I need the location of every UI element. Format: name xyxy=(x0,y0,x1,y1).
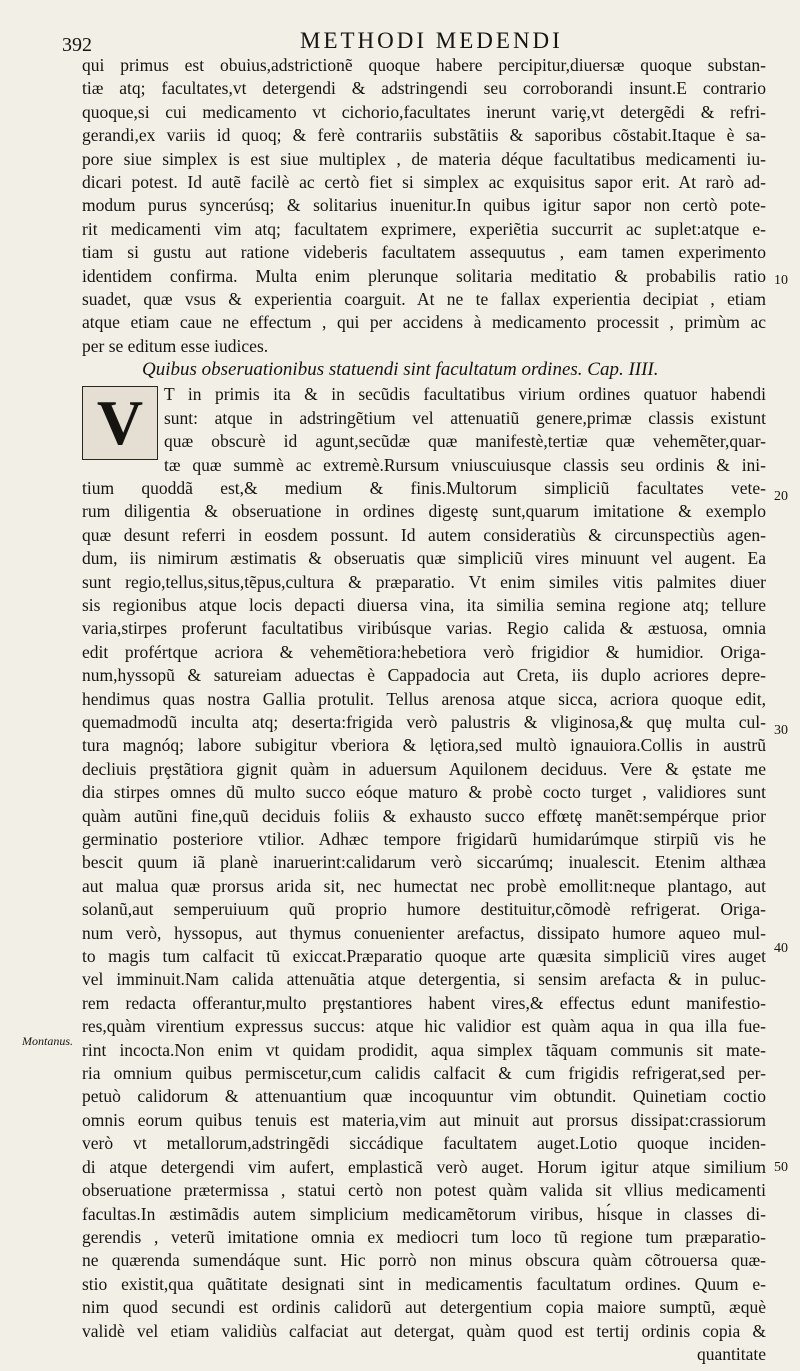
text-line: facultas.In æstimãdis autem simplicium medicamẽtorum viribus, hı́sque in classes di- xyxy=(82,1203,766,1224)
text-line: quàm autũni fine,quũ deciduis foliis & exhausto succo effœtȩ manẽt:sempérque prior xyxy=(82,805,766,826)
text-line: decliuis prȩstãtiora gignit quàm in aduersum Aquilonem deciduus. Vere & ȩstate me xyxy=(82,758,766,779)
text-line: per se editum esse iudices. xyxy=(82,335,269,356)
line-number-10: 10 xyxy=(774,273,788,288)
text-line: omnis eorum quibus tenuis est materia,vim aut minuit aut prorsus dissipat:crassiorum xyxy=(82,1109,766,1130)
text-line: obseruatione prætermissa , statui certò non potest quàm valida sit vllius medicamenti xyxy=(82,1180,766,1201)
text-line: solanũ,aut semperuiuum quũ proprio humore destituitur,cõmodè refrigerat. Origa- xyxy=(82,899,766,920)
running-head: METHODI MEDENDI xyxy=(300,28,563,53)
text-line: edit profértque acriora & vehemẽtiora:hebetiora verò frigidior & humidior. Origa- xyxy=(82,641,766,662)
text-line: tæ quæ summè ac extremè.Rursum vniuscuiusque classis seu ordinis & ini- xyxy=(164,454,766,475)
text-line: rem redacta offerantur,multo prȩstantiores habent vires,& effectus edunt manifestio- xyxy=(82,992,766,1013)
chapter-heading: Quibus obseruationibus statuendi sint facultatum ordines. Cap. IIII. xyxy=(142,359,659,381)
text-line: pore siue simplex is est siue multiplex , de materia déque facultatibus medicamenti iu- xyxy=(82,148,766,169)
text-line: sis regionibus atque locis depacti diuersa vina, ita similia semina regione atq; tellure xyxy=(82,594,766,615)
text-line: ria omnium quibus permiscetur,cum calidis calfacit & cum frigidis refrigerat,sed per- xyxy=(82,1063,766,1084)
text-line: quoque,si cui medicamento vt cichorio,facultates inerunt variȩ,vt detergẽdi & refri- xyxy=(82,101,766,122)
text-block xyxy=(82,54,766,1366)
text-line: germinatio posteriore vtilior. Adhæc tempore frigidarũ humidarúmque stirpiũ vis he xyxy=(82,829,766,849)
page-number: 392 xyxy=(62,34,92,56)
text-line: T in primis ita & in secũdis facultatibus virium ordines quatuor habendi xyxy=(164,384,766,405)
line-number-40: 40 xyxy=(774,941,788,956)
text-line: rint incocta.Non enim vt quidam prodidit, aqua simplex tãquam communis sit mate- xyxy=(82,1039,766,1060)
line-number-20: 20 xyxy=(774,489,788,504)
text-line: tium quoddã est,& medium & finis.Multorum simpliciũ facultates vete- xyxy=(82,477,766,498)
text-line: res,quàm virentium expressus succus: atque hic validior est quàm aqua in qua illa fue- xyxy=(82,1016,766,1037)
text-line: quemadmodũ inculta atq; deserta:frigida verò palustris & vliginosa,& quȩ multa cul- xyxy=(82,711,766,732)
text-line: modum purus syncerúsq; & solitarius inuenitur.In quibus igitur sapor non certò pote- xyxy=(82,195,766,216)
catchword: quantitate xyxy=(696,1343,766,1364)
text-line: bescit quum iã planè inaruerint:calidarum verò siccarúmq; inualescit. Etenim althæa xyxy=(82,852,766,873)
text-line: petuò calidorum & attenuantium quæ incoquuntur vim obtundit. Quinetiam coctio xyxy=(82,1086,766,1107)
text-line: ne quærenda sumendáque sunt. Hic porrò non minus obscura quàm cõtrouersa quæ- xyxy=(82,1250,766,1271)
paragraph-1 xyxy=(82,54,766,358)
text-line: nim quod secundi est ordinis calidorũ aut detergentium copia maiore sumptũ, æquè xyxy=(82,1297,766,1318)
text-line: rit medicamenti vim atq; facultatem exprimere, experiẽtia succurrit ac suplet:atque e- xyxy=(82,218,766,239)
text-line: gerendis , veterũ imitatione omnia ex mediocri tum loco tũ regione tum præparatio- xyxy=(82,1226,766,1247)
text-line: sunt: atque in adstringẽtium vel attenuatiũ genere,primæ classis existunt xyxy=(164,407,766,428)
line-number-30: 30 xyxy=(774,723,788,738)
text-line: validè vel etiam validiùs calfaciat aut detergat, quàm quod est tertij ordinis copia & xyxy=(82,1320,766,1341)
text-line: tiæ atq; facultates,vt detergendi & adstringendi seu corroborandi insunt.E contrario xyxy=(82,78,766,99)
drop-cap xyxy=(82,386,158,460)
text-line: qui primus est obuius,adstrictionẽ quoque habere percipitur,diuersæ quoque substan- xyxy=(82,55,766,75)
text-line: stio existit,qua quãtitate designati sint in medicamentis facultatum ordines. Quum e- xyxy=(82,1273,766,1294)
text-line: num verò, hyssopus, aut thymus conuenienter arefactus, dissipato humore aqueo mul- xyxy=(82,922,766,943)
text-line: varia,stirpes proferunt facultatibus viribúsque varias. Regio calida & æstuosa, omnia xyxy=(82,618,766,639)
text-line: num,hyssopũ & satureiam aduectas è Cappadocia aut Creta, iis duplo acriores depre- xyxy=(82,665,766,686)
line-number-50: 50 xyxy=(774,1160,788,1175)
paragraph-2-indented xyxy=(82,383,766,477)
text-line: atque etiam caue ne effectum , qui per accidens à medicamento processit , primùm ac xyxy=(82,312,766,333)
text-line: identidem confirma. Multa enim plerunque solitaria meditatio & probabilis ratio xyxy=(82,265,766,286)
text-line: quæ obscurè id agunt,secũdæ quæ manifestè,tertiæ quæ vehemẽter,quar- xyxy=(164,431,766,452)
text-line: sunt regio,tellus,situs,tẽpus,cultura & præparatio. Vt enim similes vitis palmites diuer xyxy=(82,571,766,592)
text-line: dum, iis nimirum æstimatis & obseruatis quæ simpliciũ vires minuunt vel augent. Ea xyxy=(82,548,766,569)
text-line: tiam si gustu aut ratione videberis facultatem assequutus , eam tamen experimento xyxy=(82,242,766,263)
text-line: rum diligentia & obseruatione in ordines digestȩ sunt,quarum imitatione & exemplo xyxy=(82,501,766,522)
text-line: dia stirpes omnes dũ multo succo eóque maturo & probè cocto turget , validiores sunt xyxy=(82,782,766,803)
paragraph-2-full xyxy=(82,477,766,1343)
text-line: tura magnóq; labore subigitur vberiora & lętiora,sed multò ignauiora.Collis in austrũ xyxy=(82,735,766,756)
paragraph-2 xyxy=(82,383,766,1343)
text-line: suadet, quæ vsus & experientia coarguit. At ne te fallax experientia decipiat , etiam xyxy=(82,289,766,310)
text-line: to magis tum calfacit tũ exiccat.Præparatio quoque arte quæsita simpliciũ vires auget xyxy=(82,946,766,967)
text-line: aut malua quæ prorsus arida sit, nec humectat nec probè emollit:neque plantago, aut xyxy=(82,875,766,896)
text-line: hendimus quas nostra Gallia protulit. Tellus arenosa atque sicca, acriora quoque edit, xyxy=(82,688,766,709)
text-line: quæ desunt referri in eosdem possunt. Id autem consideratiùs & circunspectiùs agen- xyxy=(82,524,766,545)
text-line: verò vt metallorum,adstringẽdi siccádique facultatem auget.Lotio quoque inciden- xyxy=(82,1133,766,1154)
text-line: dicari potest. Id autẽ facilè ac certò fiet si simplex ac exquisitus sapor erit. At rarò ad- xyxy=(82,172,766,193)
drop-cap-letter: V xyxy=(96,387,144,459)
text-line: di atque detergendi vim aufert, emplasticã verò auget. Horum igitur atque similium xyxy=(82,1156,766,1177)
text-line: vel imminuit.Nam calida attenuãtia atque detergentia, si sensim arefacta & in puluc- xyxy=(82,969,766,990)
text-line: gerandi,ex variis id quoq; & ferè contrariis substãtiis & saporibus cõstabit.Itaque è sa- xyxy=(82,125,766,146)
margin-note: Montanus. xyxy=(22,1034,73,1048)
